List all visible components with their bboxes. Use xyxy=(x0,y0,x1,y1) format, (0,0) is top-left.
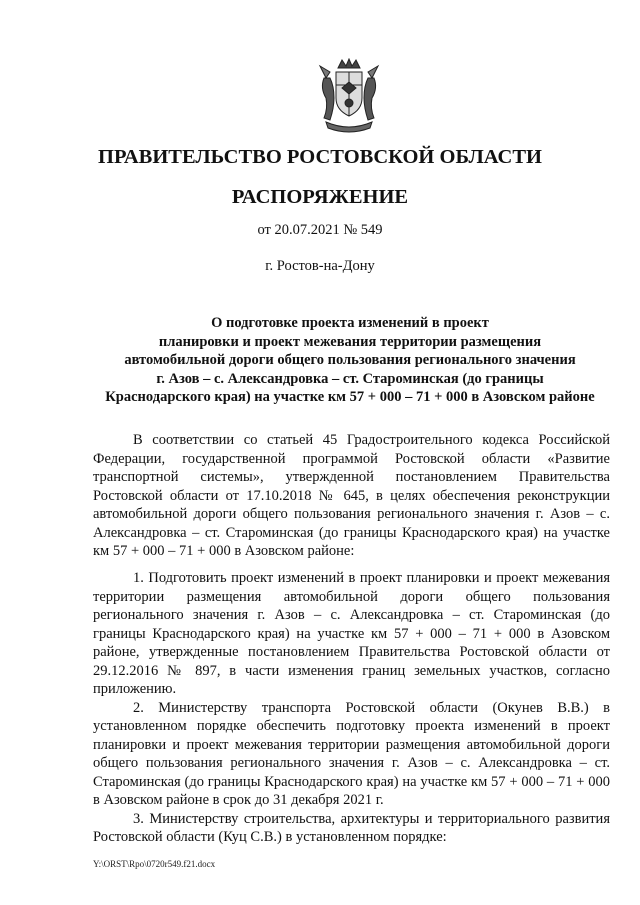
government-name: ПРАВИТЕЛЬСТВО РОСТОВСКОЙ ОБЛАСТИ xyxy=(98,146,542,168)
item-paragraph: 1. Подготовить проект изменений в проект планировки и проект межевания территории размещения автомобильной дороги общего пользования регионального значения г. Азов – с. Александровка – ст. Староминская (до границы Краснодарского края) на участке км 57 + 000 – 71 + 000 в Азовском районе, утвержденные постановлением Правительства Ростовской области от 29.12.2016 № 897, в части изменения границ земельных участков, согласно приложению. xyxy=(93,570,610,697)
preamble-block xyxy=(93,431,610,561)
city: г. Ростов-на-Дону xyxy=(265,258,375,274)
coat-of-arms-icon xyxy=(316,58,382,136)
preamble-paragraph: В соответствии со статьей 45 Градостроительного кодекса Российской Федерации, государственной программой Ростовской области «Развитие транспортной системы», утвержденной постановлением Правительства Ростовской области от 17.10.2018 № 645, в целях обеспечения реконструкции автомобильной дороги общего пользования регионального значения г. Азов – с. Александровка – ст. Староминская (до границы Краснодарского края) на участке км 57 + 000 – 71 + 000 в Азовском районе: xyxy=(93,432,610,559)
items-block xyxy=(93,569,610,847)
file-path-footer: Y:\ORST\Rpo\0720r549.f21.docx xyxy=(93,859,216,869)
document-title xyxy=(80,314,620,407)
title-line: планировки и проект межевания территории размещения xyxy=(158,333,542,350)
item-paragraph: 2. Министерству транспорта Ростовской области (Окунев В.В.) в установленном порядке обеспечить подготовку проекта изменений в проект планировки и проект межевания территории размещения автомобильной дороги общего пользования регионального значения г. Азов – с. Александровка – ст. Староминская (до границы Краснодарского края) на участке км 57 + 000 – 71 + 000 в Азовском районе в срок до 31 декабря 2021 г. xyxy=(93,699,610,808)
item-paragraph: 3. Министерству строительства, архитектуры и территориального развития Ростовской области (Куц С.В.) в установленном порядке: xyxy=(93,810,610,845)
date-and-number: от 20.07.2021 № 549 xyxy=(257,222,383,238)
title-line: Краснодарского края) на участке км 57 + 000 – 71 + 000 в Азовском районе xyxy=(105,389,595,405)
title-line: автомобильной дороги общего пользования регионального значения xyxy=(124,352,576,368)
document-type: РАСПОРЯЖЕНИЕ xyxy=(231,186,409,208)
title-line: г. Азов – с. Александровка – ст. Староминская (до границы xyxy=(156,370,544,387)
title-line: О подготовке проекта изменений в проект xyxy=(211,315,489,331)
